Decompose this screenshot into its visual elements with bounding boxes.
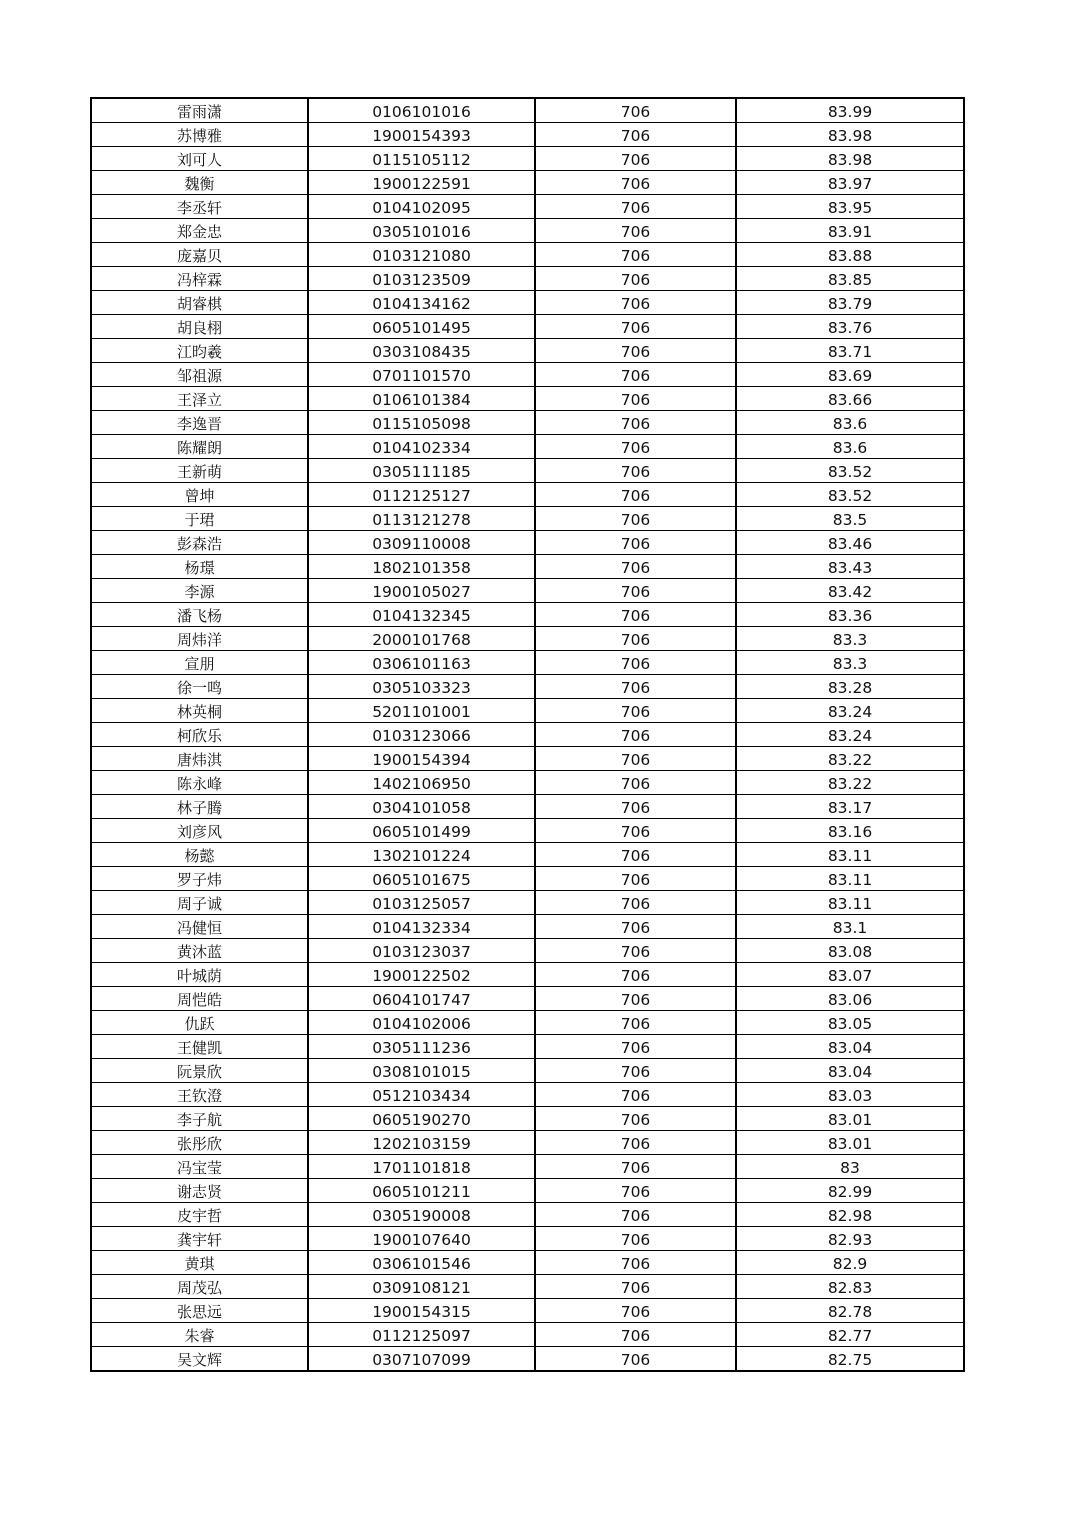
cell-score: 83.97 — [736, 171, 964, 195]
table-row — [91, 315, 964, 339]
cell-score: 83.99 — [736, 98, 964, 123]
table-row — [91, 915, 964, 939]
cell-name: 魏衡 — [91, 171, 308, 195]
cell-code: 706 — [535, 915, 736, 939]
table-row — [91, 1083, 964, 1107]
cell-score: 82.78 — [736, 1299, 964, 1323]
cell-name: 皮宇哲 — [91, 1203, 308, 1227]
table-row — [91, 723, 964, 747]
table-row — [91, 819, 964, 843]
cell-name: 黄琪 — [91, 1251, 308, 1275]
cell-name: 杨璟 — [91, 555, 308, 579]
cell-name: 周子诚 — [91, 891, 308, 915]
cell-code: 706 — [535, 531, 736, 555]
cell-exam-id: 0104132334 — [308, 915, 535, 939]
cell-exam-id: 1302101224 — [308, 843, 535, 867]
table-row — [91, 219, 964, 243]
cell-score: 83.01 — [736, 1131, 964, 1155]
cell-exam-id: 0309108121 — [308, 1275, 535, 1299]
cell-score: 83.95 — [736, 195, 964, 219]
table-row — [91, 411, 964, 435]
cell-exam-id: 0605101495 — [308, 315, 535, 339]
cell-score: 83.5 — [736, 507, 964, 531]
table-row — [91, 675, 964, 699]
cell-name: 潘飞杨 — [91, 603, 308, 627]
cell-name: 谢志贤 — [91, 1179, 308, 1203]
cell-exam-id: 1701101818 — [308, 1155, 535, 1179]
cell-exam-id: 0112125127 — [308, 483, 535, 507]
cell-name: 周茂弘 — [91, 1275, 308, 1299]
cell-name: 阮景欣 — [91, 1059, 308, 1083]
cell-exam-id: 0605190270 — [308, 1107, 535, 1131]
cell-score: 82.77 — [736, 1323, 964, 1347]
table-row — [91, 1227, 964, 1251]
cell-score: 83.04 — [736, 1035, 964, 1059]
table-row — [91, 195, 964, 219]
cell-name: 郑金忠 — [91, 219, 308, 243]
cell-code: 706 — [535, 1131, 736, 1155]
cell-exam-id: 0303108435 — [308, 339, 535, 363]
cell-name: 于珺 — [91, 507, 308, 531]
table-row — [91, 843, 964, 867]
cell-score: 83.36 — [736, 603, 964, 627]
cell-code: 706 — [535, 1275, 736, 1299]
cell-score: 83.05 — [736, 1011, 964, 1035]
cell-exam-id: 0605101675 — [308, 867, 535, 891]
cell-score: 83.11 — [736, 891, 964, 915]
cell-name: 冯梓霖 — [91, 267, 308, 291]
cell-code: 706 — [535, 1083, 736, 1107]
cell-name: 曾坤 — [91, 483, 308, 507]
cell-name: 徐一鸣 — [91, 675, 308, 699]
cell-code: 706 — [535, 1227, 736, 1251]
cell-exam-id: 0605101499 — [308, 819, 535, 843]
cell-exam-id: 0605101211 — [308, 1179, 535, 1203]
cell-name: 李逸晋 — [91, 411, 308, 435]
cell-score: 83.17 — [736, 795, 964, 819]
table-row — [91, 1203, 964, 1227]
table-row — [91, 891, 964, 915]
cell-exam-id: 1900122591 — [308, 171, 535, 195]
cell-exam-id: 0106101016 — [308, 98, 535, 123]
cell-exam-id: 1900154394 — [308, 747, 535, 771]
cell-exam-id: 1900154315 — [308, 1299, 535, 1323]
table-row — [91, 987, 964, 1011]
table-body — [91, 98, 964, 1371]
cell-code: 706 — [535, 1323, 736, 1347]
cell-exam-id: 0104102334 — [308, 435, 535, 459]
table-row — [91, 531, 964, 555]
cell-score: 83.1 — [736, 915, 964, 939]
cell-exam-id: 0305190008 — [308, 1203, 535, 1227]
cell-name: 杨懿 — [91, 843, 308, 867]
cell-exam-id: 0115105098 — [308, 411, 535, 435]
cell-exam-id: 2000101768 — [308, 627, 535, 651]
cell-exam-id: 1900107640 — [308, 1227, 535, 1251]
cell-exam-id: 0307107099 — [308, 1347, 535, 1372]
cell-score: 82.98 — [736, 1203, 964, 1227]
cell-code: 706 — [535, 1203, 736, 1227]
table-row — [91, 795, 964, 819]
cell-name: 周恺皓 — [91, 987, 308, 1011]
table-row — [91, 267, 964, 291]
cell-score: 83.08 — [736, 939, 964, 963]
table-row — [91, 435, 964, 459]
table-row — [91, 963, 964, 987]
cell-code: 706 — [535, 219, 736, 243]
cell-name: 宣朋 — [91, 651, 308, 675]
table-row — [91, 363, 964, 387]
cell-code: 706 — [535, 699, 736, 723]
cell-name: 王钦澄 — [91, 1083, 308, 1107]
table-row — [91, 339, 964, 363]
cell-exam-id: 0308101015 — [308, 1059, 535, 1083]
cell-score: 83.85 — [736, 267, 964, 291]
table-row — [91, 123, 964, 147]
table-row — [91, 291, 964, 315]
cell-code: 706 — [535, 123, 736, 147]
cell-exam-id: 0113121278 — [308, 507, 535, 531]
cell-exam-id: 0104102006 — [308, 1011, 535, 1035]
table-row — [91, 747, 964, 771]
cell-code: 706 — [535, 363, 736, 387]
table-row — [91, 1131, 964, 1155]
cell-name: 苏博雅 — [91, 123, 308, 147]
table-row — [91, 939, 964, 963]
table-row — [91, 1251, 964, 1275]
cell-code: 706 — [535, 771, 736, 795]
cell-code: 706 — [535, 627, 736, 651]
table-row — [91, 699, 964, 723]
cell-code: 706 — [535, 147, 736, 171]
cell-code: 706 — [535, 1011, 736, 1035]
cell-code: 706 — [535, 843, 736, 867]
cell-score: 83.22 — [736, 747, 964, 771]
cell-code: 706 — [535, 339, 736, 363]
table-row — [91, 1299, 964, 1323]
cell-score: 83.98 — [736, 123, 964, 147]
cell-exam-id: 0701101570 — [308, 363, 535, 387]
cell-code: 706 — [535, 1107, 736, 1131]
cell-score: 82.75 — [736, 1347, 964, 1372]
cell-name: 刘可人 — [91, 147, 308, 171]
cell-code: 706 — [535, 1251, 736, 1275]
cell-score: 83.79 — [736, 291, 964, 315]
cell-exam-id: 0103121080 — [308, 243, 535, 267]
cell-exam-id: 1900154393 — [308, 123, 535, 147]
cell-score: 83.71 — [736, 339, 964, 363]
table-row — [91, 579, 964, 603]
cell-name: 叶城荫 — [91, 963, 308, 987]
cell-code: 706 — [535, 243, 736, 267]
cell-name: 仇跃 — [91, 1011, 308, 1035]
cell-score: 83.24 — [736, 723, 964, 747]
cell-code: 706 — [535, 267, 736, 291]
table-row — [91, 459, 964, 483]
cell-code: 706 — [535, 411, 736, 435]
cell-exam-id: 0115105112 — [308, 147, 535, 171]
table-row — [91, 483, 964, 507]
cell-code: 706 — [535, 1179, 736, 1203]
cell-code: 706 — [535, 819, 736, 843]
cell-exam-id: 0304101058 — [308, 795, 535, 819]
cell-exam-id: 0104132345 — [308, 603, 535, 627]
cell-code: 706 — [535, 651, 736, 675]
cell-score: 83.6 — [736, 411, 964, 435]
cell-score: 83.91 — [736, 219, 964, 243]
cell-code: 706 — [535, 555, 736, 579]
cell-name: 李丞轩 — [91, 195, 308, 219]
cell-code: 706 — [535, 795, 736, 819]
cell-code: 706 — [535, 675, 736, 699]
table-row — [91, 243, 964, 267]
cell-code: 706 — [535, 747, 736, 771]
cell-name: 庞嘉贝 — [91, 243, 308, 267]
cell-score: 83.06 — [736, 987, 964, 1011]
table-row — [91, 603, 964, 627]
table-row — [91, 1275, 964, 1299]
cell-score: 83.69 — [736, 363, 964, 387]
cell-code: 706 — [535, 507, 736, 531]
cell-exam-id: 0305111185 — [308, 459, 535, 483]
cell-score: 82.93 — [736, 1227, 964, 1251]
cell-code: 706 — [535, 1059, 736, 1083]
cell-name: 林子腾 — [91, 795, 308, 819]
cell-name: 王新萌 — [91, 459, 308, 483]
cell-code: 706 — [535, 1299, 736, 1323]
cell-code: 706 — [535, 1347, 736, 1372]
table-row — [91, 387, 964, 411]
cell-score: 83.88 — [736, 243, 964, 267]
table-row — [91, 147, 964, 171]
table-row — [91, 98, 964, 123]
cell-code: 706 — [535, 291, 736, 315]
cell-name: 邹祖源 — [91, 363, 308, 387]
cell-exam-id: 0604101747 — [308, 987, 535, 1011]
table-row — [91, 867, 964, 891]
cell-exam-id: 0104134162 — [308, 291, 535, 315]
cell-name: 周炜洋 — [91, 627, 308, 651]
cell-exam-id: 0306101546 — [308, 1251, 535, 1275]
cell-name: 吴文辉 — [91, 1347, 308, 1372]
table-row — [91, 1347, 964, 1372]
cell-score: 83.03 — [736, 1083, 964, 1107]
cell-score: 83.3 — [736, 627, 964, 651]
table-row — [91, 771, 964, 795]
cell-score: 82.99 — [736, 1179, 964, 1203]
cell-exam-id: 0106101384 — [308, 387, 535, 411]
table-row — [91, 1179, 964, 1203]
cell-exam-id: 0103123066 — [308, 723, 535, 747]
cell-score: 82.83 — [736, 1275, 964, 1299]
cell-exam-id: 0104102095 — [308, 195, 535, 219]
cell-exam-id: 0112125097 — [308, 1323, 535, 1347]
cell-exam-id: 0103125057 — [308, 891, 535, 915]
cell-name: 龚宇轩 — [91, 1227, 308, 1251]
cell-exam-id: 0512103434 — [308, 1083, 535, 1107]
cell-name: 张彤欣 — [91, 1131, 308, 1155]
cell-exam-id: 0305101016 — [308, 219, 535, 243]
cell-score: 83.66 — [736, 387, 964, 411]
table-row — [91, 627, 964, 651]
cell-code: 706 — [535, 98, 736, 123]
cell-name: 李源 — [91, 579, 308, 603]
cell-code: 706 — [535, 387, 736, 411]
cell-score: 83.46 — [736, 531, 964, 555]
cell-name: 冯宝莹 — [91, 1155, 308, 1179]
cell-name: 柯欣乐 — [91, 723, 308, 747]
table-row — [91, 1323, 964, 1347]
cell-score: 83.3 — [736, 651, 964, 675]
cell-exam-id: 5201101001 — [308, 699, 535, 723]
cell-score: 83.11 — [736, 867, 964, 891]
cell-name: 唐炜淇 — [91, 747, 308, 771]
cell-exam-id: 0103123509 — [308, 267, 535, 291]
cell-name: 林英桐 — [91, 699, 308, 723]
cell-score: 83.76 — [736, 315, 964, 339]
cell-name: 刘彦风 — [91, 819, 308, 843]
cell-name: 江昀羲 — [91, 339, 308, 363]
cell-name: 罗子炜 — [91, 867, 308, 891]
cell-code: 706 — [535, 1155, 736, 1179]
cell-exam-id: 1900122502 — [308, 963, 535, 987]
cell-exam-id: 0103123037 — [308, 939, 535, 963]
cell-score: 83.07 — [736, 963, 964, 987]
cell-score: 83.98 — [736, 147, 964, 171]
cell-name: 雷雨潇 — [91, 98, 308, 123]
table-row — [91, 1011, 964, 1035]
cell-name: 彭森浩 — [91, 531, 308, 555]
cell-score: 83.52 — [736, 483, 964, 507]
cell-score: 83.16 — [736, 819, 964, 843]
cell-code: 706 — [535, 483, 736, 507]
cell-code: 706 — [535, 579, 736, 603]
cell-name: 王泽立 — [91, 387, 308, 411]
cell-code: 706 — [535, 939, 736, 963]
cell-code: 706 — [535, 315, 736, 339]
cell-score: 83.52 — [736, 459, 964, 483]
cell-score: 83.28 — [736, 675, 964, 699]
cell-code: 706 — [535, 963, 736, 987]
cell-score: 82.9 — [736, 1251, 964, 1275]
cell-exam-id: 0309110008 — [308, 531, 535, 555]
cell-code: 706 — [535, 435, 736, 459]
cell-code: 706 — [535, 987, 736, 1011]
table-row — [91, 507, 964, 531]
table-row — [91, 1107, 964, 1131]
cell-name: 李子航 — [91, 1107, 308, 1131]
cell-name: 张思远 — [91, 1299, 308, 1323]
cell-score: 83.6 — [736, 435, 964, 459]
cell-exam-id: 0305111236 — [308, 1035, 535, 1059]
cell-name: 王健凯 — [91, 1035, 308, 1059]
cell-name: 陈耀朗 — [91, 435, 308, 459]
table-row — [91, 555, 964, 579]
cell-exam-id: 1402106950 — [308, 771, 535, 795]
cell-code: 706 — [535, 603, 736, 627]
cell-score: 83 — [736, 1155, 964, 1179]
cell-score: 83.24 — [736, 699, 964, 723]
cell-name: 朱睿 — [91, 1323, 308, 1347]
cell-code: 706 — [535, 171, 736, 195]
table-row — [91, 1035, 964, 1059]
table-row — [91, 1155, 964, 1179]
cell-code: 706 — [535, 723, 736, 747]
cell-name: 黄沐蓝 — [91, 939, 308, 963]
cell-score: 83.04 — [736, 1059, 964, 1083]
score-table — [90, 97, 965, 1372]
table-row — [91, 1059, 964, 1083]
cell-code: 706 — [535, 1035, 736, 1059]
cell-score: 83.11 — [736, 843, 964, 867]
cell-name: 冯健恒 — [91, 915, 308, 939]
cell-name: 胡睿棋 — [91, 291, 308, 315]
cell-name: 陈永峰 — [91, 771, 308, 795]
cell-exam-id: 1900105027 — [308, 579, 535, 603]
table-row — [91, 651, 964, 675]
cell-score: 83.22 — [736, 771, 964, 795]
cell-score: 83.42 — [736, 579, 964, 603]
cell-name: 胡良栩 — [91, 315, 308, 339]
cell-code: 706 — [535, 195, 736, 219]
cell-code: 706 — [535, 459, 736, 483]
cell-score: 83.43 — [736, 555, 964, 579]
cell-code: 706 — [535, 891, 736, 915]
cell-exam-id: 0306101163 — [308, 651, 535, 675]
cell-exam-id: 1202103159 — [308, 1131, 535, 1155]
cell-exam-id: 1802101358 — [308, 555, 535, 579]
cell-exam-id: 0305103323 — [308, 675, 535, 699]
table-row — [91, 171, 964, 195]
cell-score: 83.01 — [736, 1107, 964, 1131]
cell-code: 706 — [535, 867, 736, 891]
